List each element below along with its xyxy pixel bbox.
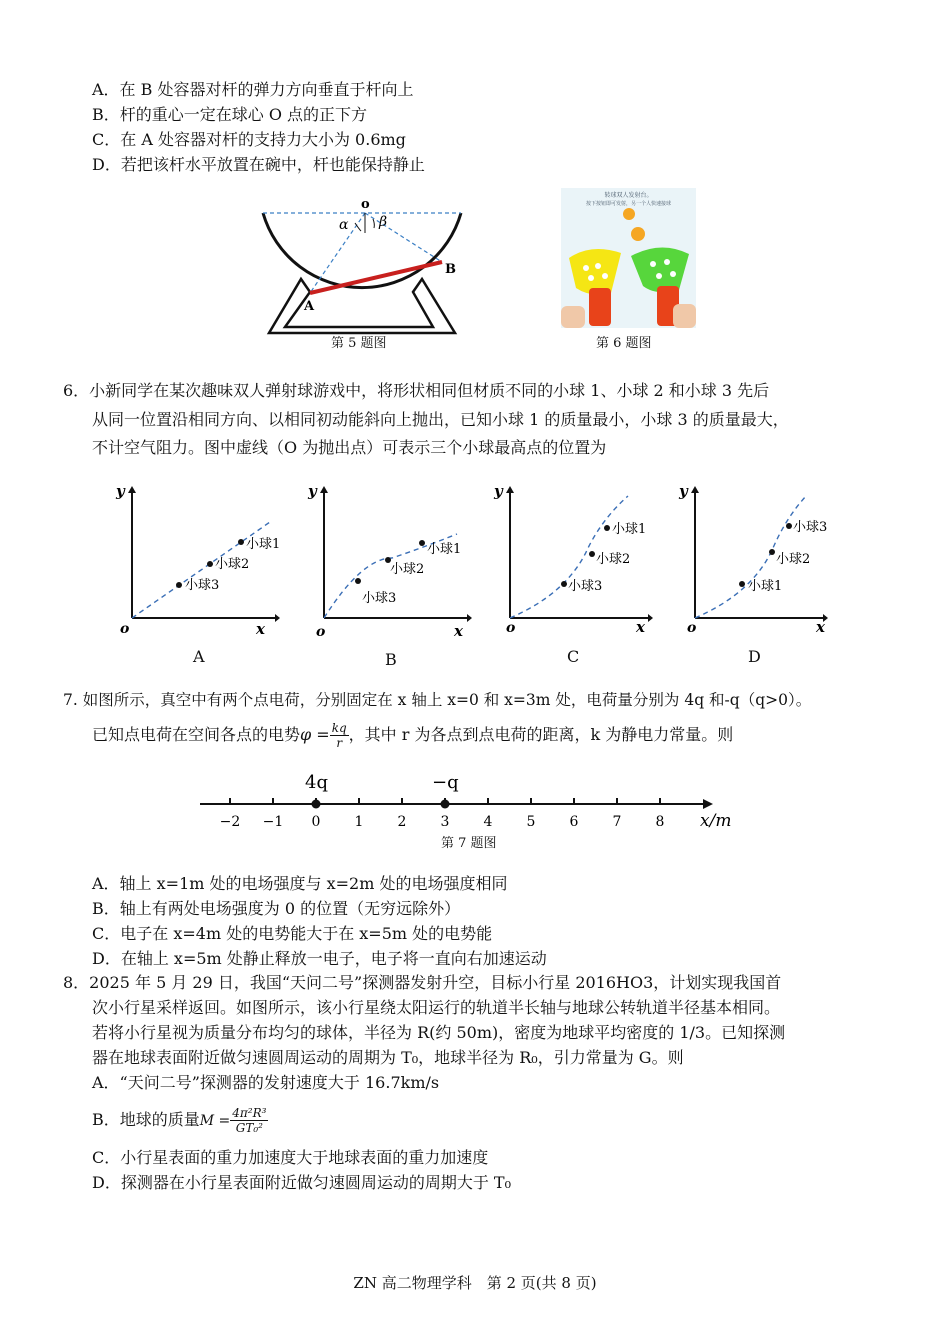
q8-option-d: D．探测器在小行星表面附近做匀速圆周运动的周期大于 T₀ <box>92 1173 512 1192</box>
q7-option-c: C．电子在 x=4m 处的电势能大于在 x=5m 处的电势能 <box>92 924 493 943</box>
q7-stem-pre: 已知点电荷在空间各点的电势 <box>92 725 301 744</box>
axis-tick-label: 8 <box>655 814 665 830</box>
graph-d-origin: o <box>687 620 697 636</box>
graph-c-x-label: x <box>636 618 645 636</box>
q8-mass-fraction <box>230 1106 268 1135</box>
fig5-label-beta: β <box>379 214 388 230</box>
q8-option-b <box>92 1098 268 1143</box>
charge-4q: 4q <box>305 772 328 793</box>
graph-d-ball-2: 小球2 <box>776 552 811 567</box>
graph-a-label: A <box>193 647 205 666</box>
axis-tick-label: 2 <box>397 814 407 830</box>
q8-frac-num: 4π²R³ <box>232 1106 267 1120</box>
q6-stem-line-1: 6．小新同学在某次趣味双人弹射球游戏中，将形状相同但材质不同的小球 1、小球 2 和小球 3 先后 <box>63 381 770 400</box>
q8-frac-den: GT₀² <box>235 1121 263 1135</box>
axis-tick-label: −2 <box>219 814 241 830</box>
axis-tick-label: 4 <box>483 814 493 830</box>
q7-phi: φ = <box>300 725 330 744</box>
graph-c-ball-1: 小球1 <box>612 522 647 537</box>
q8-stem-line-2: 次小行星采样返回。如图所示，该小行星绕太阳运行的轨道半长轴与地球公转轨道半径基本相同。 <box>92 998 781 1017</box>
graph-d-x-label: x <box>816 618 825 636</box>
q5-option-a: A．在 B 处容器对杆的弹力方向垂直于杆向上 <box>92 80 414 99</box>
charge-minus-q: −q <box>432 772 459 793</box>
q7-stem-line-2 <box>92 716 733 754</box>
graph-a-ball-2: 小球2 <box>215 557 250 572</box>
graph-b <box>302 478 472 638</box>
q6-stem-line-3: 不计空气阻力。图中虚线（O 为抛出点）可表示三个小球最高点的位置为 <box>92 438 607 457</box>
axis-tick-label: −1 <box>262 814 284 830</box>
figure-7-caption: 第 7 题图 <box>441 836 497 851</box>
figure-6-caption: 第 6 题图 <box>596 336 652 351</box>
graph-b-label: B <box>385 650 397 669</box>
q5-option-c: C．在 A 处容器对杆的支持力大小为 0.6mg <box>92 130 406 149</box>
graph-a <box>110 478 280 638</box>
q7-option-d: D．在轴上 x=5m 处静止释放一电子，电子将一直向右加速运动 <box>92 949 547 968</box>
q7-stem-post: ，其中 r 为各点到点电荷的距离，k 为静电力常量。则 <box>348 725 734 744</box>
q8-option-a: A．“天问二号”探测器的发射速度大于 16.7km/s <box>92 1073 440 1092</box>
graph-c-ball-3: 小球3 <box>568 579 603 594</box>
page-footer: ZN 高二物理学科 第 2 页(共 8 页) <box>353 1274 597 1292</box>
axis-tick-label: 7 <box>612 814 622 830</box>
graph-a-x-label: x <box>256 620 265 638</box>
toy-launchers-image <box>561 188 696 328</box>
axis-unit-label: x/m <box>700 811 732 830</box>
q8-option-b-lhs: M = <box>199 1113 231 1129</box>
graph-c-ball-2: 小球2 <box>596 552 631 567</box>
graph-b-y-label: y <box>308 482 317 500</box>
figure-6-photo <box>561 188 696 328</box>
graph-d-ball-3: 小球3 <box>793 520 828 535</box>
graph-d <box>673 478 843 638</box>
fig5-label-alpha: α <box>339 217 349 233</box>
graph-d-y-label: y <box>679 482 688 500</box>
graph-c-y-label: y <box>494 482 503 500</box>
fig5-label-b: B <box>445 262 456 277</box>
axis-tick-label: 3 <box>440 814 450 830</box>
graph-b-ball-1: 小球1 <box>427 542 462 557</box>
q8-option-c: C．小行星表面的重力加速度大于地球表面的重力加速度 <box>92 1148 489 1167</box>
q8-stem-line-1: 8．2025 年 5 月 29 日，我国“天问二号”探测器发射升空，目标小行星 2016HO3，计划实现我国首 <box>63 973 782 992</box>
fig5-label-a: A <box>304 299 315 314</box>
q8-stem-line-3: 若将小行星视为质量分布均匀的球体，半径为 R(约 50m)，密度为地球平均密度的 1/3。已知探测 <box>92 1023 786 1042</box>
graph-d-ball-1: 小球1 <box>748 579 783 594</box>
graph-b-origin: o <box>316 624 326 638</box>
axis-tick-label: 0 <box>311 814 321 830</box>
axis-tick-label: 5 <box>526 814 536 830</box>
graph-c-origin: o <box>506 620 516 636</box>
graph-d-label: D <box>748 647 761 666</box>
photo-caption-1: 转球双人发射台。 <box>604 192 653 199</box>
figure-5-caption: 第 5 题图 <box>331 336 387 351</box>
q7-frac-num: kq <box>331 721 347 735</box>
graph-b-ball-2: 小球2 <box>390 562 425 577</box>
axis-tick-label: 1 <box>354 814 364 830</box>
q5-option-d: D．若把该杆水平放置在碗中，杆也能保持静止 <box>92 155 425 174</box>
q8-option-b-text: B．地球的质量 <box>92 1110 200 1129</box>
graph-a-origin: o <box>120 621 130 637</box>
axis-tick-label: 6 <box>569 814 579 830</box>
graph-b-x-label: x <box>454 622 463 638</box>
q8-stem-line-4: 器在地球表面附近做匀速圆周运动的周期为 T₀，地球半径为 R₀，引力常量为 G。则 <box>92 1048 684 1067</box>
q6-stem-line-2: 从同一位置沿相同方向、以相同初动能斜向上抛出，已知小球 1 的质量最小，小球 3 的质量最大， <box>92 410 789 429</box>
figure-5-bowl <box>255 195 470 343</box>
graph-c-label: C <box>567 647 580 666</box>
graph-c <box>488 478 658 638</box>
graph-a-ball-3: 小球3 <box>185 578 220 593</box>
q7-potential-fraction <box>330 721 349 750</box>
fig5-label-o: o <box>361 197 370 212</box>
figure-7-axis <box>195 768 740 830</box>
graph-a-ball-1: 小球1 <box>246 537 280 552</box>
q7-option-a: A．轴上 x=1m 处的电场强度与 x=2m 处的电场强度相同 <box>92 874 508 893</box>
q7-stem-line-1: 7. 如图所示，真空中有两个点电荷，分别固定在 x 轴上 x=0 和 x=3m 处，电荷量分别为 4q 和-q（q>0）。 <box>63 691 812 709</box>
q7-frac-den: r <box>336 736 343 750</box>
q7-option-b: B．轴上有两处电场强度为 0 的位置（无穷远除外） <box>92 899 461 918</box>
photo-caption-2: 按下按钮即可发射，另一个人快速接球 <box>585 201 671 207</box>
graph-a-y-label: y <box>116 482 125 500</box>
graph-b-ball-3: 小球3 <box>362 591 397 606</box>
q5-option-b: B．杆的重心一定在球心 O 点的正下方 <box>92 105 368 124</box>
